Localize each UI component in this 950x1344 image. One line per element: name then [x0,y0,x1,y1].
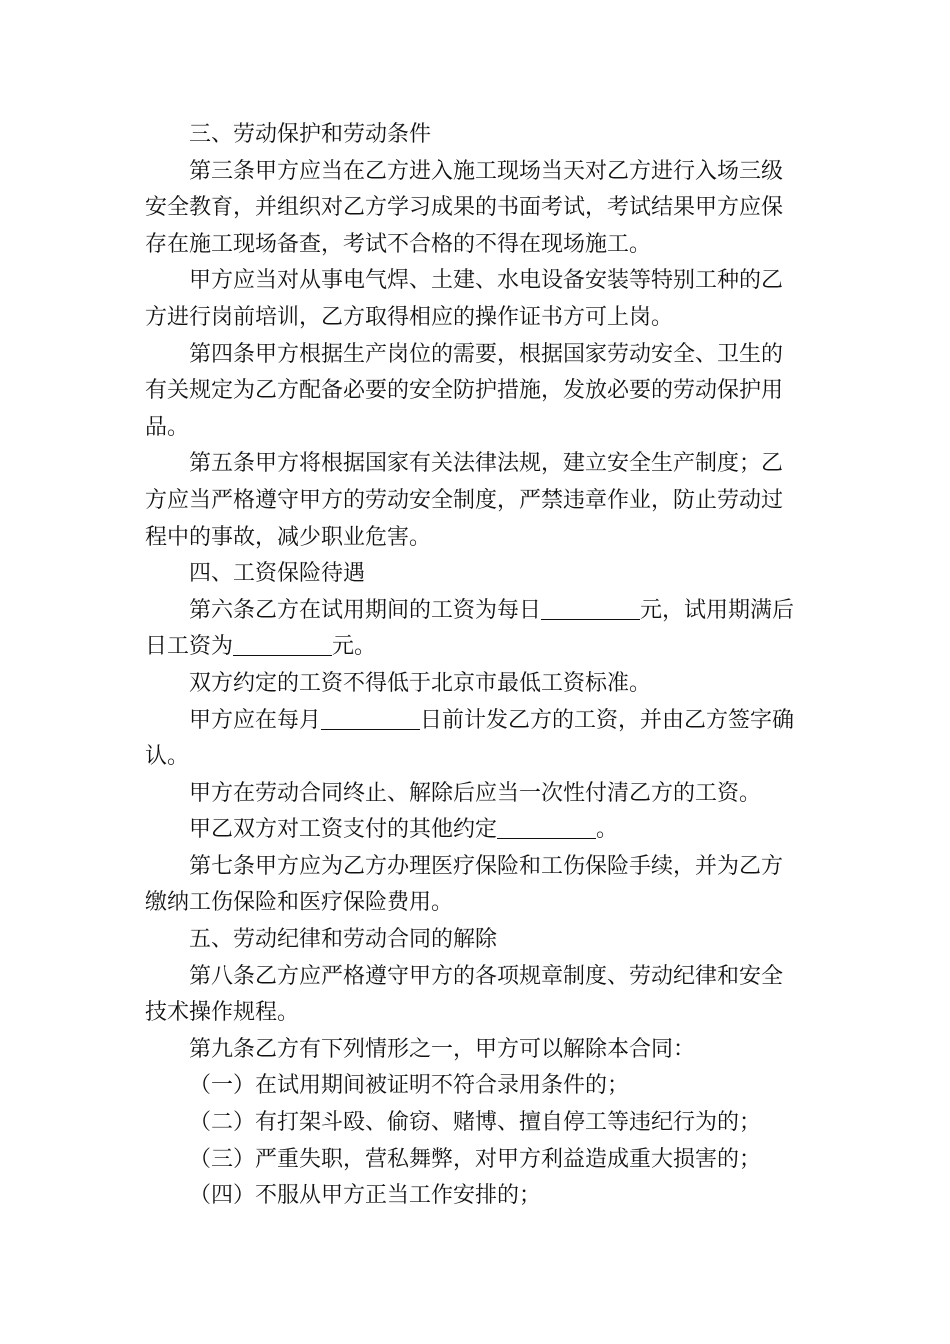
line-text: 方进行岗前培训，乙方取得相应的操作证书方可上岗。 [145,304,674,330]
fill-in-blank[interactable] [233,633,332,656]
text-line [145,154,810,191]
line-text: 第七条甲方应为乙方办理医疗保险和工伤保险手续，并为乙方 [189,853,784,879]
line-text: （二）有打架斗殴、偷窃、赌博、擅自停工等违纪行为的； [189,1110,762,1136]
line-text: 甲方应当对从事电气焊、土建、水电设备安装等特别工种的乙 [189,268,784,294]
text-line [145,190,810,227]
text-line [145,373,810,410]
line-text: 甲方在劳动合同终止、解除后应当一次性付清乙方的工资。 [189,780,762,806]
text-line [145,666,810,703]
text-line [145,922,810,959]
text-line [145,629,810,666]
text-line [145,959,810,996]
line-text: 第四条甲方根据生产岗位的需要，根据国家劳动安全、卫生的 [189,341,784,367]
text-line [145,446,810,483]
text-line [145,1105,810,1142]
text-line [145,337,810,374]
line-text: 甲乙双方对工资支付的其他约定 [189,817,498,843]
line-text: 五、劳动纪律和劳动合同的解除 [189,927,498,953]
line-text: （四）不服从甲方正当工作安排的； [189,1183,542,1209]
text-line [145,483,810,520]
line-text: 第六条乙方在试用期间的工资为每日 [189,597,542,623]
line-text: 双方约定的工资不得低于北京市最低工资标准。 [189,670,652,696]
line-text-after-blank: 元，试用期满后 [640,597,795,623]
line-text: （三）严重失职，营私舞弊，对甲方利益造成重大损害的； [189,1146,762,1172]
text-line [145,1032,810,1069]
text-line [145,1068,810,1105]
text-line [145,263,810,300]
line-text: 安全教育，并组织对乙方学习成果的书面考试，考试结果甲方应保 [145,195,784,221]
text-line [145,885,810,922]
text-line [145,227,810,264]
line-text: 方应当严格遵守甲方的劳动安全制度，严禁违章作业，防止劳动过 [145,487,784,513]
line-text: 程中的事故，减少职业危害。 [145,524,432,550]
line-text: 品。 [145,414,190,440]
text-line [145,556,810,593]
text-line [145,739,810,776]
line-text: 缴纳工伤保险和医疗保险费用。 [145,890,454,916]
line-text: （一）在试用期间被证明不符合录用条件的； [189,1073,630,1099]
text-line [145,520,810,557]
text-line [145,812,810,849]
line-text: 有关规定为乙方配备必要的安全防护措施，发放必要的劳动保护用 [145,378,784,404]
text-line [145,776,810,813]
line-text: 日工资为 [145,634,234,660]
text-line [145,410,810,447]
text-line [145,703,810,740]
fill-in-blank[interactable] [541,597,640,620]
text-line [145,1178,810,1215]
text-line [145,593,810,630]
text-line [145,1142,810,1179]
line-text: 认。 [145,744,190,770]
line-text: 甲方应在每月 [189,707,322,733]
text-line [145,300,810,337]
line-text: 第八条乙方应严格遵守甲方的各项规章制度、劳动纪律和安全 [189,963,784,989]
text-line [145,849,810,886]
fill-in-blank[interactable] [497,816,596,839]
line-text: 第三条甲方应当在乙方进入施工现场当天对乙方进行入场三级 [189,158,784,184]
line-text: 三、劳动保护和劳动条件 [189,122,432,147]
text-line [145,117,810,154]
line-text: 第五条甲方将根据国家有关法律法规，建立安全生产制度；乙 [189,451,784,477]
line-text: 存在施工现场备查，考试不合格的不得在现场施工。 [145,231,652,257]
line-text: 第九条乙方有下列情形之一，甲方可以解除本合同： [189,1036,696,1062]
line-text: 技术操作规程。 [145,1000,300,1026]
text-line [145,995,810,1032]
line-text-after-blank: 日前计发乙方的工资，并由乙方签字确 [420,707,795,733]
document-body [145,117,810,1215]
line-text-after-blank: 元。 [332,634,377,660]
line-text-after-blank: 。 [596,817,619,843]
fill-in-blank[interactable] [321,707,420,730]
line-text: 四、工资保险待遇 [189,561,366,587]
